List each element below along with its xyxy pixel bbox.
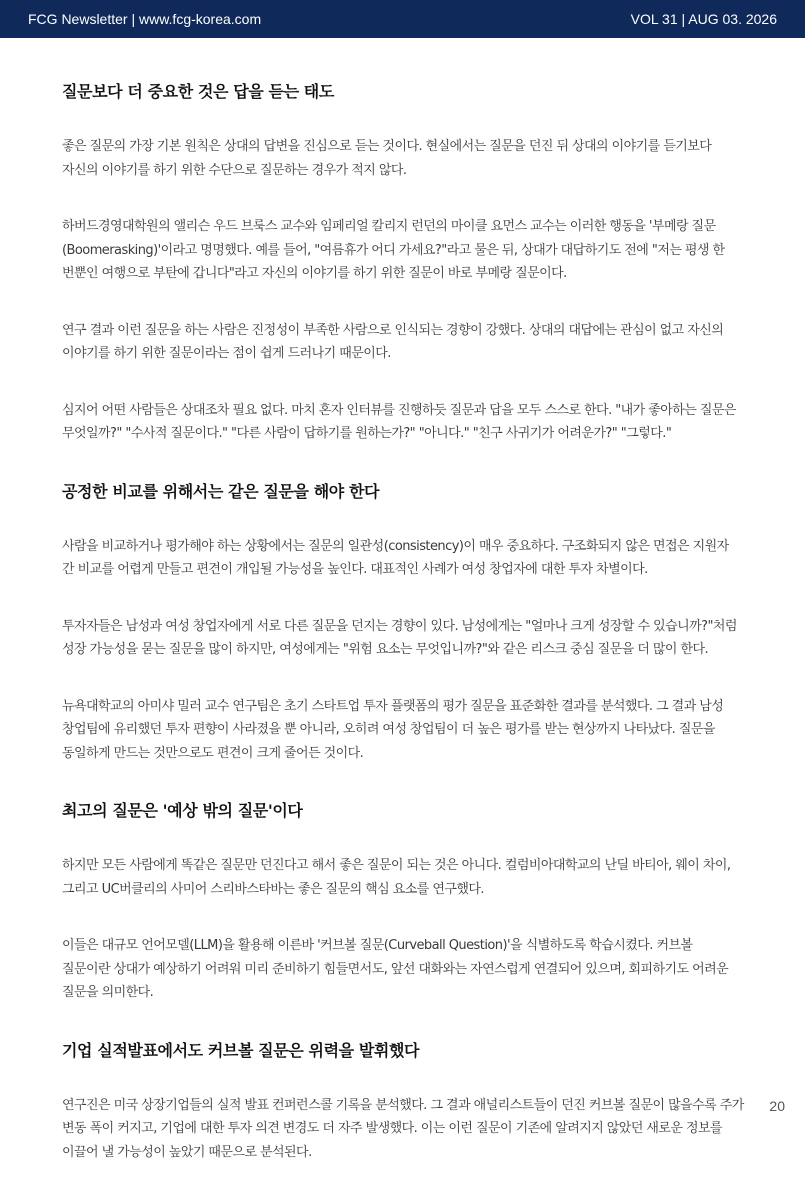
paragraph: 좋은 질문의 가장 기본 원칙은 상대의 답변을 진심으로 듣는 것이다. 현실에서는 질문을 던진 뒤 상대의 이야기를 듣기보다 자신의 이야기를 하기 위한 수단으로 질문하는 경우가 적지 않다. xyxy=(62,139,712,178)
paragraph: 하버드경영대학원의 앨리슨 우드 브룩스 교수와 임페리얼 칼리지 런던의 마이클 요먼스 교수는 이러한 행동을 '부메랑 질문(Boomerasking)'이라고 명명했다. 예를 들어, "여름휴가 어디 가세요?"라고 물은 뒤, 상대가 대답하기도 전에 "저는 평생 한 번뿐인 여행으로 부탄에 갑니다"라고 자신의 이야기를 하기 위한 질문이 바로 부메랑 질문이다. xyxy=(62,219,725,281)
newsletter-header xyxy=(0,0,805,38)
issue-info: VOL 31 | AUG 03. 2026 xyxy=(630,11,777,27)
newsletter-site: FCG Newsletter | www.fcg-korea.com xyxy=(28,11,262,27)
paragraph: 투자자들은 남성과 여성 창업자에게 서로 다른 질문을 던지는 경향이 있다. 남성에게는 "얼마나 크게 성장할 수 있습니까?"처럼 성장 가능성을 묻는 질문을 많이 하지만, 여성에게는 "위험 요소는 무엇입니까?"와 같은 리스크 중심 질문을 더 많이 한다. xyxy=(62,618,737,657)
article-body xyxy=(62,79,744,1197)
paragraph: 하지만 모든 사람에게 똑같은 질문만 던진다고 해서 좋은 질문이 되는 것은 아니다. 컬럼비아대학교의 난딜 바티아, 웨이 차이, 그리고 UC버클리의 사미어 스리바스타바는 좋은 질문의 핵심 요소를 연구했다. xyxy=(62,858,731,897)
paragraph: 연구 결과 이런 질문을 하는 사람은 진정성이 부족한 사람으로 인식되는 경향이 강했다. 상대의 대답에는 관심이 없고 자신의 이야기를 하기 위한 질문이라는 점이 쉽게 드러나기 때문이다. xyxy=(62,322,724,361)
paragraph: 뉴욕대학교의 아미샤 밀러 교수 연구팀은 초기 스타트업 투자 플랫폼의 평가 질문을 표준화한 결과를 분석했다. 그 결과 남성 창업팀에 유리했던 투자 편향이 사라졌을 뿐 아니라, 오히려 여성 창업팀이 더 높은 평가를 받는 현상까지 나타났다. 질문을 동일하게 만드는 것만으로도 편견이 크게 줄어든 것이다. xyxy=(62,698,724,761)
page-number: 20 xyxy=(769,1098,785,1114)
section-heading: 최고의 질문은 '예상 밖의 질문'이다 xyxy=(62,801,303,820)
paragraph: 이들은 대규모 언어모델(LLM)을 활용해 이른바 '커브볼 질문(Curveball Question)'을 식별하도록 학습시켰다. 커브볼 질문이란 상대가 예상하기 어려워 미리 준비하기 힘들면서도, 앞선 대화와는 자연스럽게 연결되어 있으며, 회피하기도 어려운 질문을 의미한다. xyxy=(62,938,729,1000)
paragraph: 심지어 어떤 사람들은 상대조차 필요 없다. 마치 혼자 인터뷰를 진행하듯 질문과 답을 모두 스스로 한다. "내가 좋아하는 질문은 무엇일까?" "수사적 질문이다." "다른 사람이 답하기를 원하는가?" "아니다." "친구 사귀기가 어려운가?" "그렇다." xyxy=(62,402,736,441)
paragraph: 연구진은 미국 상장기업들의 실적 발표 컨퍼런스콜 기록을 분석했다. 그 결과 애널리스트들이 던진 커브볼 질문이 많을수록 주가 변동 폭이 커지고, 기업에 대한 투자 의견 변경도 더 자주 발생했다. 이는 이런 질문이 기존에 알려지지 않았던 새로운 정보를 이끌어 낼 가능성이 높았기 때문으로 분석된다. xyxy=(62,1097,744,1160)
section-heading: 공정한 비교를 위해서는 같은 질문을 해야 한다 xyxy=(62,481,380,501)
paragraph: 사람을 비교하거나 평가해야 하는 상황에서는 질문의 일관성(consistency)이 매우 중요하다. 구조화되지 않은 면접은 지원자 간 비교를 어렵게 만들고 편견이 개입될 가능성을 높인다. 대표적인 사례가 여성 창업자에 대한 투자 차별이다. xyxy=(62,538,729,577)
section-heading: 기업 실적발표에서도 커브볼 질문은 위력을 발휘했다 xyxy=(62,1040,420,1060)
section-heading: 질문보다 더 중요한 것은 답을 듣는 태도 xyxy=(62,82,334,101)
